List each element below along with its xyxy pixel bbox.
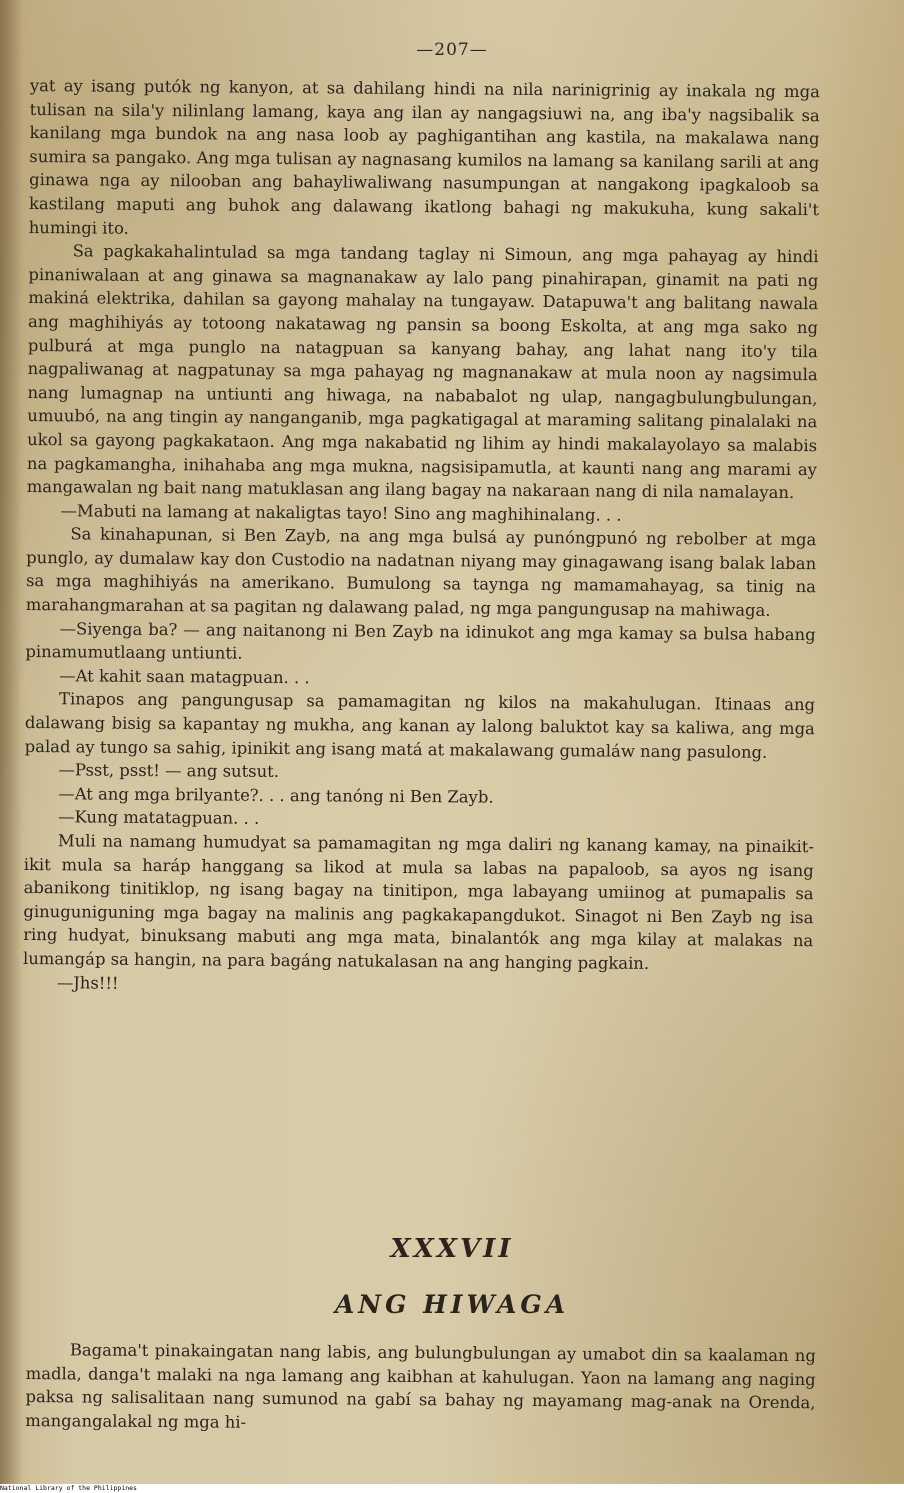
paragraph: Sa kinahapunan, si Ben Zayb, na ang mga bulsá ay punóngpunó ng rebolber at mga punglo, ay dumalaw kay don Custodio na nadatnan niyang may ginagawang isang balak laban sa mga maghihiyás na amerikano. Bumulong sa taynga ng mamamahayag, sa tinig na marahangmarahan at sa pagitan ng dalawang palad, ng mga pangungusap na mahiwaga. <box>25 524 817 620</box>
paragraph: Muli na namang humudyat sa pamamagitan ng mga daliri ng kanang kamay, na pinaikit-ikit mula sa haráp hanggang sa likod at mula sa labas na papaloob, sa ayos ng isang abanikong tinitiklop, ng isang bagay na tinitipon, mga labayang umiinog at pumapalis sa ginuguniguning mga bagay na malinis ang pagkakapangdukot. Sinagot ni Ben Zayb ng isa ring hudyat, binuksang mabuti ang mga mata, binalantók ang mga kilay at malakas na lumangáp sa hangin, na para bagáng natukalasan na ang hanging pagkain. <box>22 831 815 973</box>
chapter-number: XXXVII <box>390 1234 514 1264</box>
dialogue-line: —Psst, psst! — ang sutsut. <box>58 760 280 782</box>
page-number: —207— <box>416 40 488 60</box>
dialogue-line: —Mabuti na lamang at nakaligtas tayo! Sino ang maghihinalang. . . <box>60 500 622 525</box>
dialogue-line: —At kahit saan matagpuan. . . <box>59 666 310 688</box>
paragraph: Bagama't pinakaingatan nang labis, ang bulungbulungan ay umabot din sa kaalaman ng madla, danga't malaki na nga lamang ang kaibhan at kahulugan. Yaon na lamang ang naging paksa ng salisalitaan nang sumunod na gabí sa bahay ng mayamang mag-anak na Orenda, mangangalakal ng mga hi- <box>25 1340 816 1432</box>
paragraph: yat ay isang putók ng kanyon, at sa dahilang hindi na nila narinigrinig ay inakala ng mga tulisan na sila'y nilinlang lamang, kaya ang ilan ay nangagsiuwi na, ang iba'y nagsibalik sa kanilang mga bundok na ang nasa loob ay paghigantihan ang kastila, na makalawa nang sumira sa pangako. Ang mga tulisan ay nagnasang kumilos na lamang sa kanilang sarili at ang ginawa nga ay nilooban ang bahayliwaliwang nasumpungan at nangakong ipagkaloob sa kastilang maputi ang buhok ang dalawang ikatlong bahagi ng makukuha, kung sakali't humingi ito. <box>28 75 820 238</box>
chapter-title: ANG HIWAGA <box>334 1290 570 1319</box>
library-credit: National Library of the Philippines <box>0 1484 137 1492</box>
paragraph: Tinapos ang pangungusap sa pamamagitan ng kilos na makahulugan. Itinaas ang dalawang bisig sa kapantay ng mukha, ang kanan ay lalong baluktot kay sa kaliwa, ang mga palad ay tungo sa sahig, ipinikit ang isang matá at makalawang gumaláw nang pasulong. <box>24 689 816 762</box>
chapter-body-text <box>25 1338 816 1439</box>
dialogue-line: —Jhs!!! <box>56 972 119 993</box>
paragraph: Sa pagkakahalintulad sa mga tandang taglay ni Simoun, ang mga pahayag ay hindi pinaniwalaan at ang ginawa sa magnanakaw ay lalo pang pinahirapan, ginamit na pati ng makiná elektrika, dahilan sa gayong mahalay na tungayaw. Datapuwa't ang balitang nawala ang maghihiyás ay totoong nakatawag ng pansin sa boong Eskolta, at ang mga sako ng pulburá at mga punglo na natagpuan sa kanyang bahay, ang lahat nang ito'y tila nagpaliwanag at nagpatunay sa mga pahayag ng magnanakaw at mula noon ay nagsimula nang lumagnap na untiunti ang hiwaga, na nababalot ng ulap, nangagbulungbulungan, umuubó, na ang tingin ay nanganganib, mga pagkatigagal at maraming salitang pinalalaki na ukol sa gayong pagkakataon. Ang mga nakabatid ng lihim ay hindi makalayolayo sa malabis na pagkamangha, inihahaba ang mga mukna, nagsisipamutla, at kaunti nang ang marami ay mangawalan ng bait nang matuklasan ang ilang bagay na nakaraan nang di nila namalayan. <box>26 241 819 503</box>
dialogue-line: —Siyenga ba? — ang naitanong ni Ben Zayb na idinukot ang mga kamay sa bulsa habang pinamumutlaang untiunti. <box>25 618 816 663</box>
dialogue-line: —Kung matatagpuan. . . <box>58 807 260 829</box>
body-text <box>23 74 820 1000</box>
dialogue-line: —At ang mga brilyante?. . . ang tanóng ni Ben Zayb. <box>58 784 494 807</box>
